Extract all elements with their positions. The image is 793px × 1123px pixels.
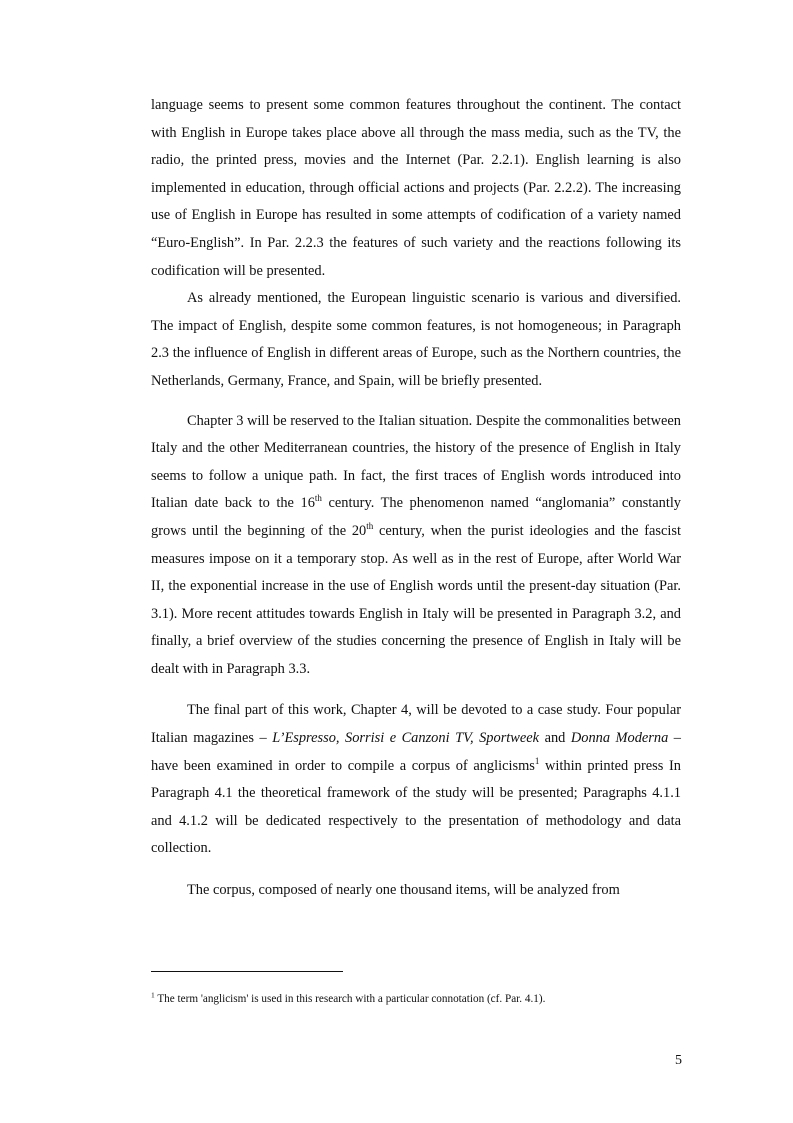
footnote-number: 1 xyxy=(151,990,155,1000)
ordinal-suffix-20th: th xyxy=(366,521,374,532)
paragraph-4-text-a: The final part of this work, Chapter 4, will be devoted to a case study. Four popular Italian magazines – xyxy=(151,702,681,747)
paragraph-3-text-c: century, when the purist ideologies and the fascist measures impose on it a temporary stop. As well as in the rest of Europe, after World War II, the exponential increase in the use of English words until the present-day situation (Par. 3.1). More recent attitudes towards English in Italy will be presented in Paragraph 3.2, and finally, a brief overview of the studies concerning the presence of English in Italy will be dealt with in Paragraph 3.3. xyxy=(151,522,681,677)
paragraph-2: As already mentioned, the European linguistic scenario is various and diversified. The impact of English, despite some common features, is not homogeneous; in Paragraph 2.3 the influence of English in different areas of Europe, such as the Northern countries, the Netherlands, Germany, France, and Spain, will be briefly presented. xyxy=(151,290,681,389)
ordinal-suffix-16th: th xyxy=(314,493,322,504)
footnote-divider xyxy=(151,971,343,972)
paragraph-1: language seems to present some common features throughout the continent. The contact with English in Europe takes place above all through the mass media, such as the TV, the radio, the printed press, movies and the Internet (Par. 2.2.1). English learning is also implemented in education, through official actions and projects (Par. 2.2.2). The increasing use of English in Europe has resulted in some attempts of codification of a variety named “Euro-English”. In Par. 2.2.3 the features of such variety and the reactions following its codification will be presented. xyxy=(151,97,681,279)
paragraph-5: The corpus, composed of nearly one thousand items, will be analyzed from xyxy=(187,882,620,899)
page-body xyxy=(151,92,681,905)
footnote xyxy=(151,992,691,1006)
magazine-titles: L’Espresso, Sorrisi e Canzoni TV, Sportweek xyxy=(272,730,540,747)
paragraph-4-text-c: within printed press In Paragraph 4.1 the theoretical framework of the study will be presented; Paragraphs 4.1.1 and 4.1.2 will be dedicated respectively to the presentation of methodology and data collection. xyxy=(151,757,681,857)
paragraph-3-text-a: Chapter 3 will be reserved to the Italian situation. Despite the commonalities between Italy and the other Mediterranean countries, the history of the presence of English in Italy seems to follow a unique path. In fact, the first traces of English words introduced into Italian date back to the 16 xyxy=(151,412,681,512)
paragraph-4 xyxy=(151,697,681,863)
footnote-text: The term 'anglicism' is used in this research with a particular connotation (cf. Par. 4.1). xyxy=(154,993,546,1005)
magazine-title-donna-moderna: Donna Moderna xyxy=(570,730,669,747)
paragraph-3 xyxy=(151,408,681,684)
paragraph-4-and: and xyxy=(539,730,571,747)
paragraph-3-text-b: century. The phenomenon named “anglomania” constantly grows until the beginning of the 20 xyxy=(151,495,682,539)
paragraph-4-text-b: – have been examined in order to compile a corpus of anglicisms xyxy=(151,730,681,774)
footnote-reference[interactable]: 1 xyxy=(534,755,540,766)
page-number: 5 xyxy=(675,1053,682,1068)
